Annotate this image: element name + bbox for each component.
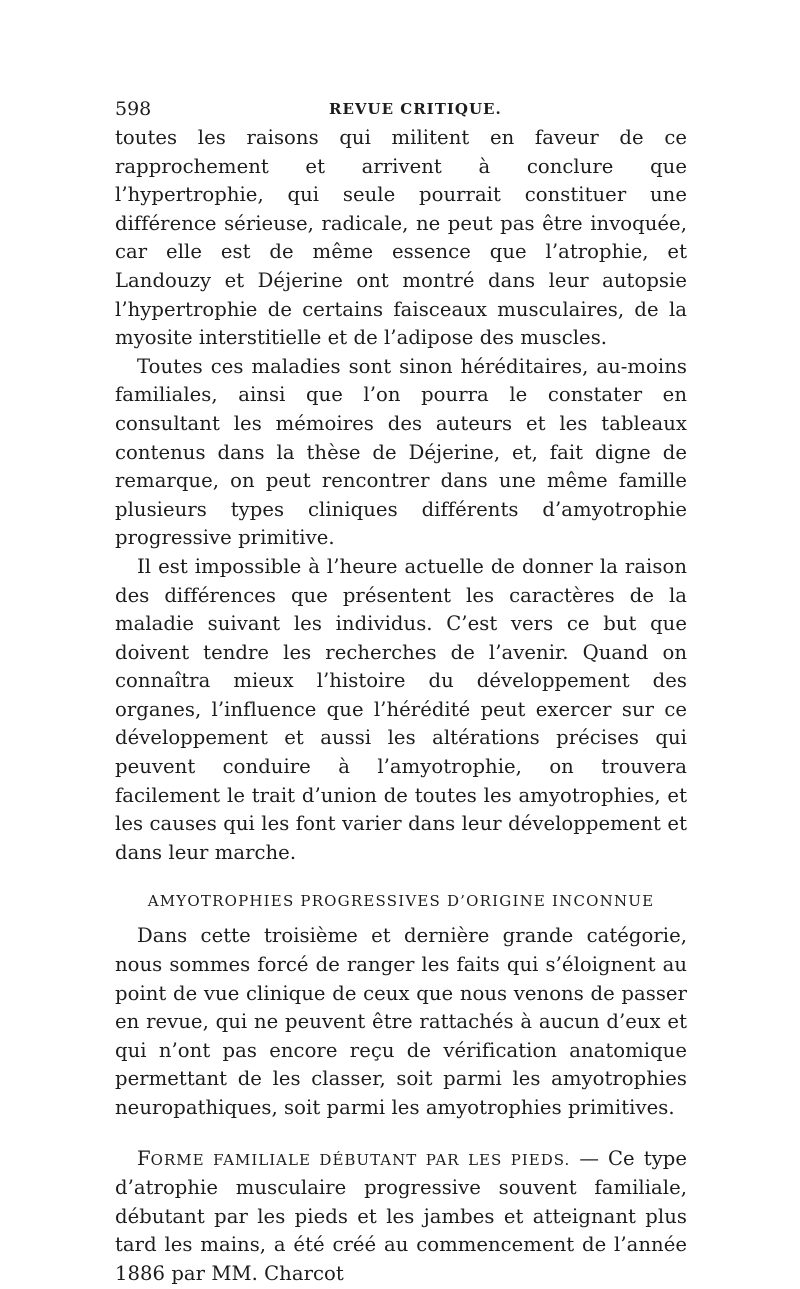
- paragraph-hereditary: Toutes ces maladies sont sinon héréditaires, au-moins familiales, ainsi que l’on pourra le constater en consultant les mémoires des auteurs et les tableaux contenus dans la thèse de Déjerine, et, fait digne de remarque, on peut rencontrer dans une même famille plusieurs types cliniques différents d’amyotrophie progressive primitive.: [115, 354, 687, 550]
- subsection-title-initial: F: [137, 1146, 151, 1170]
- subsection-body: — Ce type d’atrophie musculaire progressive souvent familiale, débutant par les pieds et les jambes et atteignant plus tard les mains, a été créé au commencement de l’année 1886 par MM. Charcot: [115, 1146, 687, 1285]
- section-heading: AMYOTROPHIES PROGRESSIVES D’ORIGINE INCONNUE: [147, 892, 655, 911]
- running-head: [115, 96, 687, 122]
- subsection-paragraph: [115, 1145, 687, 1289]
- paragraph-continuation: toutes les raisons qui militent en faveur de ce rapprochement et arrivent à conclure que l’hypertrophie, qui seule pourrait constituer une différence sérieuse, radicale, ne peut pas être invoquée, car elle est de même essence que l’atrophie, et Landouzy et Déjerine ont montré dans leur autopsie l’hypertrophie de certains faisceaux musculaires, de la myosite interstitielle et de l’adipose des muscles.: [115, 126, 687, 350]
- paragraph-third-category: Dans cette troisième et dernière grande catégorie, nous sommes forcé de ranger les faits qui s’éloignent au point de vue clinique de ceux que nous venons de passer en revue, qui ne peuvent être rattachés à aucun d’eux et qui n’ont pas encore reçu de vérification anatomique permettant de les classer, soit parmi les amyotrophies neuropathiques, soit parmi les amyotrophies primitives.: [115, 924, 687, 1119]
- book-page: [115, 96, 687, 1289]
- page-number: 598: [115, 98, 152, 120]
- paragraph-differences: Il est impossible à l’heure actuelle de donner la raison des différences que présentent les caractères de la maladie suivant les individus. C’est vers ce but que doivent tendre les recherches de l’avenir. Quand on connaîtra mieux l’histoire du développement des organes, l’influence que l’hérédité peut exercer sur ce développement et aussi les altérations précises qui peuvent conduire à l’amyotrophie, on trouvera facilement le trait d’union de toutes les amyotrophies, et les causes qui les font varier dans leur développement et dans leur marche.: [115, 554, 687, 864]
- subsection-title: ORME FAMILIALE DÉBUTANT PAR LES PIEDS.: [150, 1150, 571, 1169]
- running-title: REVUE CRITIQUE.: [329, 100, 502, 118]
